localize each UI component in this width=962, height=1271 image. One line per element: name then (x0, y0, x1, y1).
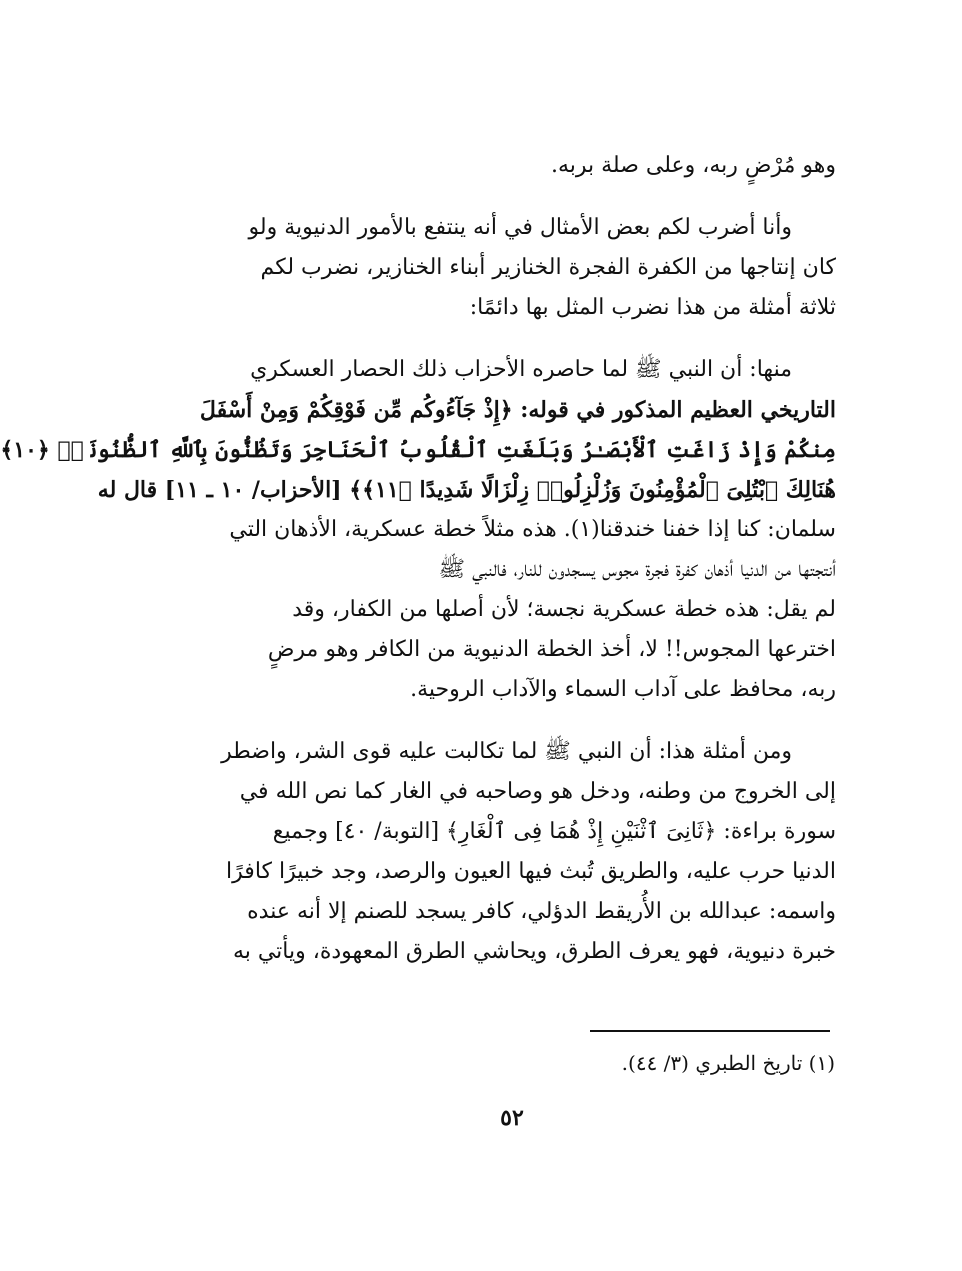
footnote: (١) تاريخ الطبري (٣/ ٤٤). (621, 1051, 835, 1075)
paragraph-gap (190, 186, 836, 208)
paragraph-1 (190, 146, 836, 186)
text-line: ومن أمثلة هذا: أن النبي ﷺ لما تكالبت عليه قوى الشر، واضطر (221, 739, 792, 764)
quran-verse-line: مِنكُمْ وَإِذْ زَاغَتِ ٱلْأَبْصَـٰرُ وَبَلَغَتِ ٱلْقُلُوبُ ٱلْحَنَاجِرَ وَتَظُنُّونَ بِٱللَّهِ ٱلظُّنُونَا۠ ﴿١٠﴾ (0, 437, 836, 463)
text-line: الدنيا حرب عليه، والطريق تُبث فيها العيون والرصد، وجد خبيرًا كافرًا (226, 859, 836, 884)
page-number: ٥٢ (500, 1105, 524, 1131)
quran-verse-line: التاريخي العظيم المذكور في قوله: ﴿إِذْ جَآءُوكُم مِّن فَوْقِكُمْ وَمِنْ أَسْفَلَ (199, 397, 836, 423)
quran-verse-line: هُنَالِكَ ٱبْتُلِىَ ٱلْمُؤْمِنُونَ وَزُلْزِلُوا۟ زِلْزَالًا شَدِيدًا ﴿١١﴾﴾ [الأحزاب/ ١٠ ـ ١١] قال له (97, 477, 836, 503)
text-line: ربه، محافظ على آداب السماء والآداب الروحية. (410, 677, 836, 702)
text-line: إلى الخروج من وطنه، ودخل هو وصاحبه في الغار كما نص الله في (239, 779, 836, 804)
paragraph-3 (0, 350, 836, 710)
paragraph-4 (190, 732, 836, 972)
text-line: سلمان: كنا إذا خفنا خندقنا(١). هذه مثلاً خطة عسكرية، الأذهان التي (229, 517, 836, 542)
paragraph-gap (190, 328, 836, 350)
text-line: سورة براءة: ﴿ثَانِىَ ٱثْنَيْنِ إِذْ هُمَا فِى ٱلْغَارِ﴾ [التوبة/ ٤٠] وجميع (272, 819, 836, 844)
text-line: وهو مُرْضٍ ربه، وعلى صلة بربه. (550, 153, 836, 178)
text-line: واسمه: عبدالله بن الأُريقط الدؤلي، كافر يسجد للصنم إلا أنه عنده (247, 899, 836, 924)
text-line: أنتجتها من الدنيا أذهان كفرة فجرة مجوس يسجدون للنار، فالنبي ﷺ (438, 557, 836, 582)
text-line: كان إنتاجها من الكفرة الفجرة الخنازير أبناء الخنازير، نضرب لكم (260, 255, 836, 280)
text-line: منها: أن النبي ﷺ لما حاصره الأحزاب ذلك الحصار العسكري (250, 357, 792, 382)
page-body (0, 146, 836, 972)
text-line: خبرة دنيوية، فهو يعرف الطرق، ويحاشي الطرق المعهودة، ويأتي به (232, 939, 836, 964)
text-line: لم يقل: هذه خطة عسكرية نجسة؛ لأن أصلها من الكفار، وقد (292, 597, 836, 622)
footnote-divider (590, 1030, 830, 1032)
paragraph-gap (190, 710, 836, 732)
paragraph-2 (190, 208, 836, 328)
text-line: اخترعها المجوس!! لا، أخذ الخطة الدنيوية من الكافر وهو مرضٍ (267, 637, 836, 662)
text-line: وأنا أضرب لكم بعض الأمثال في أنه ينتفع بالأمور الدنيوية ولو (248, 215, 792, 240)
text-line: ثلاثة أمثلة من هذا نضرب المثل بها دائمًا: (469, 295, 836, 320)
